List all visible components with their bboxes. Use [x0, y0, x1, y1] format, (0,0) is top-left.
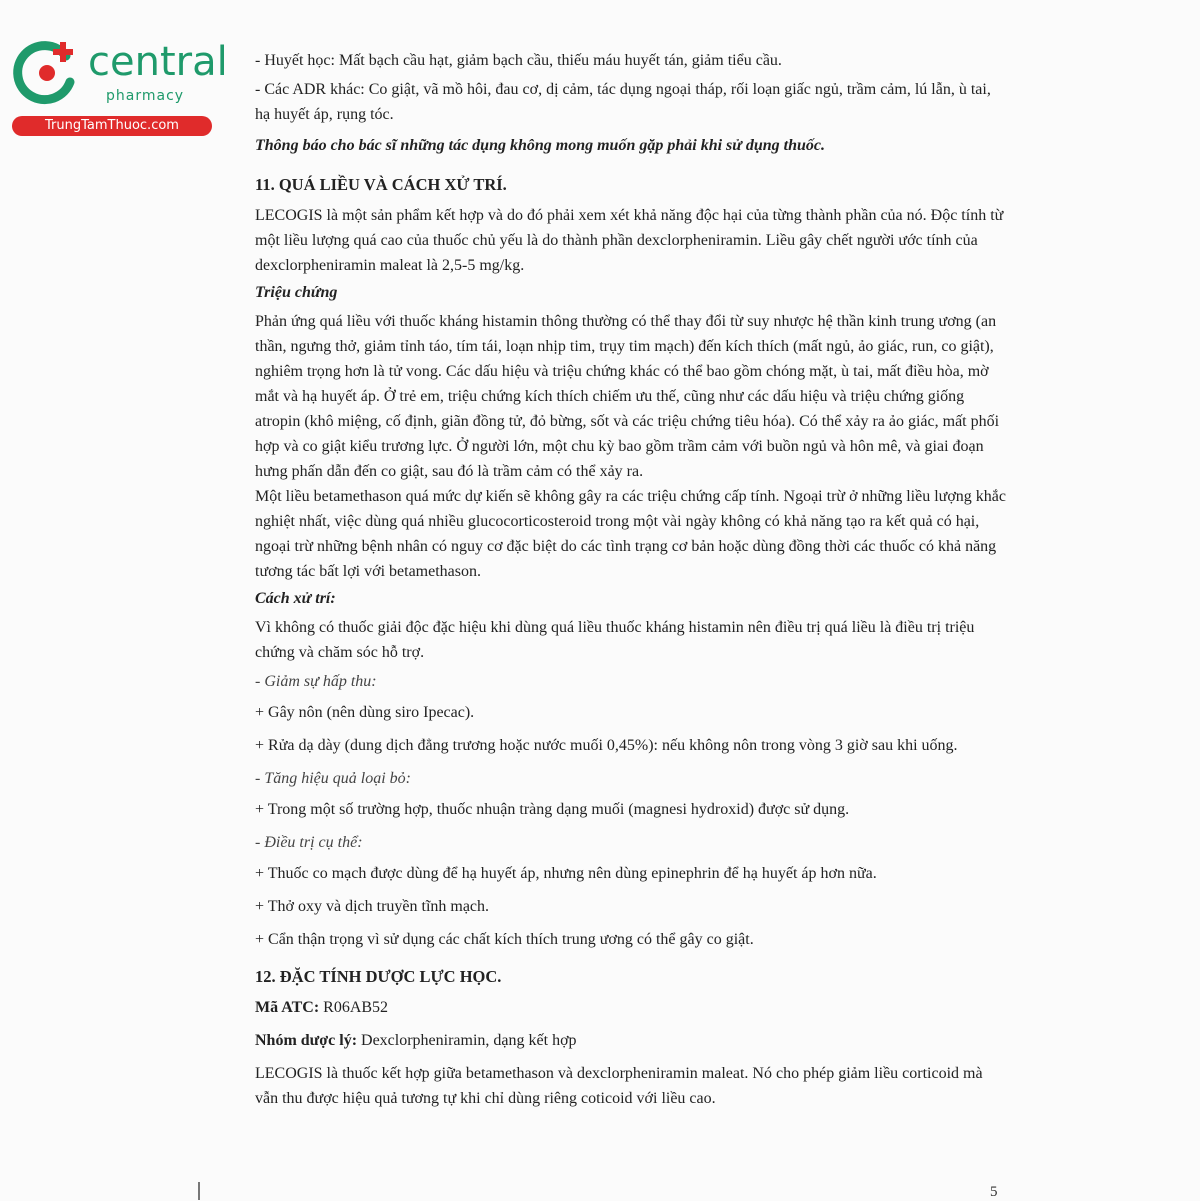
treatment-title: Cách xử trí: — [255, 590, 336, 607]
logo-subtitle: pharmacy — [106, 88, 185, 104]
pharmacological-group-row — [255, 1028, 1007, 1053]
elimination-item-1: + Trong một số trường hợp, thuốc nhuận tràng dạng muối (magnesi hydroxid) được sử dụng. — [255, 801, 850, 818]
treatment-intro: Vì không có thuốc giải độc đặc hiệu khi dùng quá liều thuốc kháng histamin nên điều trị quá liều là điều trị triệu chứng và chăm sóc hỗ trợ. — [255, 619, 975, 661]
page-edge-mark — [198, 1182, 200, 1200]
section-12-heading: 12. ĐẶC TÍNH DƯỢC LỰC HỌC. — [255, 967, 502, 986]
specific-item-2: + Thở oxy và dịch truyền tĩnh mạch. — [255, 898, 490, 915]
specific-treatment-title: - Điều trị cụ thể: — [255, 834, 363, 851]
symptoms-paragraph-2: Một liều betamethason quá mức dự kiến sẽ không gây ra các triệu chứng cấp tính. Ngoại trừ ở những liều lượng khắc nghiệt nhất, việc dùng quá nhiều glucocorticosteroid trong một vài ngày không có khả năng tạo ra kết quả có hại, ngoại trừ những bệnh nhân có nguy cơ đặc biệt do các tình trạng cơ bản hoặc dùng đồng thời các thuốc có khả năng tương tác bất lợi với betamethason. — [255, 488, 1006, 580]
section-11-heading: 11. QUÁ LIỀU VÀ CÁCH XỬ TRÍ. — [255, 175, 507, 194]
document-page — [255, 48, 1007, 1111]
reduce-item-1: + Gây nôn (nên dùng siro Ipecac). — [255, 704, 475, 721]
doctor-warning: Thông báo cho bác sĩ những tác dụng không mong muốn gặp phải khi sử dụng thuốc. — [255, 137, 825, 154]
pharmacy-logo-icon — [10, 36, 84, 110]
lecogis-description: LECOGIS là thuốc kết hợp giữa betamethason và dexclorpheniramin maleat. Nó cho phép giảm liều corticoid mà vẫn thu được hiệu quả tương tự khi chỉ dùng riêng coticoid với liều cao. — [255, 1065, 983, 1107]
atc-label: Mã ATC: — [255, 999, 320, 1016]
atc-code-row — [255, 995, 1007, 1020]
atc-value: R06AB52 — [323, 999, 389, 1016]
group-label: Nhóm dược lý: — [255, 1032, 358, 1049]
specific-item-3: + Cẩn thận trọng vì sử dụng các chất kích thích trung ương có thể gây co giật. — [255, 931, 754, 948]
specific-item-1: + Thuốc co mạch được dùng để hạ huyết áp, nhưng nên dùng epinephrin để hạ huyết áp hơn nữa. — [255, 865, 877, 882]
reduce-absorption-title: - Giảm sự hấp thu: — [255, 673, 377, 690]
logo-name: central — [88, 39, 228, 85]
symptoms-title: Triệu chứng — [255, 284, 338, 301]
reduce-item-2: + Rửa dạ dày (dung dịch đẳng trương hoặc nước muối 0,45%): nếu không nôn trong vòng 3 giờ sau khi uống. — [255, 737, 958, 754]
logo-site-banner: TrungTamThuoc.com — [12, 116, 212, 136]
overdose-intro: LECOGIS là một sản phẩm kết hợp và do đó phải xem xét khả năng độc hại của từng thành phần của nó. Độc tính từ một liều lượng quá cao của thuốc chủ yếu là do thành phần dexclorpheniramin. Liều gây chết người ước tính của dexclorpheniramin maleat là 2,5-5 mg/kg. — [255, 207, 1004, 274]
page-number: 5 — [990, 1184, 998, 1200]
central-pharmacy-logo — [10, 36, 228, 136]
group-value: Dexclorpheniramin, dạng kết hợp — [361, 1032, 577, 1049]
adr-other: - Các ADR khác: Co giật, vã mồ hôi, đau cơ, dị cảm, tác dụng ngoại tháp, rối loạn giấc ngủ, trầm cảm, lú lẫn, ù tai, hạ huyết áp, rụng tóc. — [255, 81, 991, 123]
symptoms-paragraph-1: Phản ứng quá liều với thuốc kháng histamin thông thường có thể thay đổi từ suy nhược hệ thần kinh trung ương (an thần, ngưng thở, giảm tỉnh táo, tím tái, loạn nhịp tim, trụy tim mạch) đến kích thích (mất ngủ, ảo giác, run, co giật), nghiêm trọng hơn là tử vong. Các dấu hiệu và triệu chứng khác có thể bao gồm chóng mặt, ù tai, mất điều hòa, mờ mắt và hạ huyết áp. Ở trẻ em, triệu chứng kích thích chiếm ưu thế, cũng như các dấu hiệu và triệu chứng giống atropin (khô miệng, cố định, giãn đồng tử, đỏ bừng, sốt và các triệu chứng tiêu hóa). Có thể xảy ra ảo giác, mất phối hợp và co giật kiểu trương lực. Ở người lớn, một chu kỳ bao gồm trầm cảm với buồn ngủ và hôn mê, và giai đoạn hưng phấn dẫn đến co giật, sau đó là trầm cảm có thể xảy ra. — [255, 313, 1000, 480]
adr-hematology: - Huyết học: Mất bạch cầu hạt, giảm bạch cầu, thiếu máu huyết tán, giảm tiểu cầu. — [255, 52, 782, 69]
elimination-title: - Tăng hiệu quả loại bỏ: — [255, 770, 411, 787]
